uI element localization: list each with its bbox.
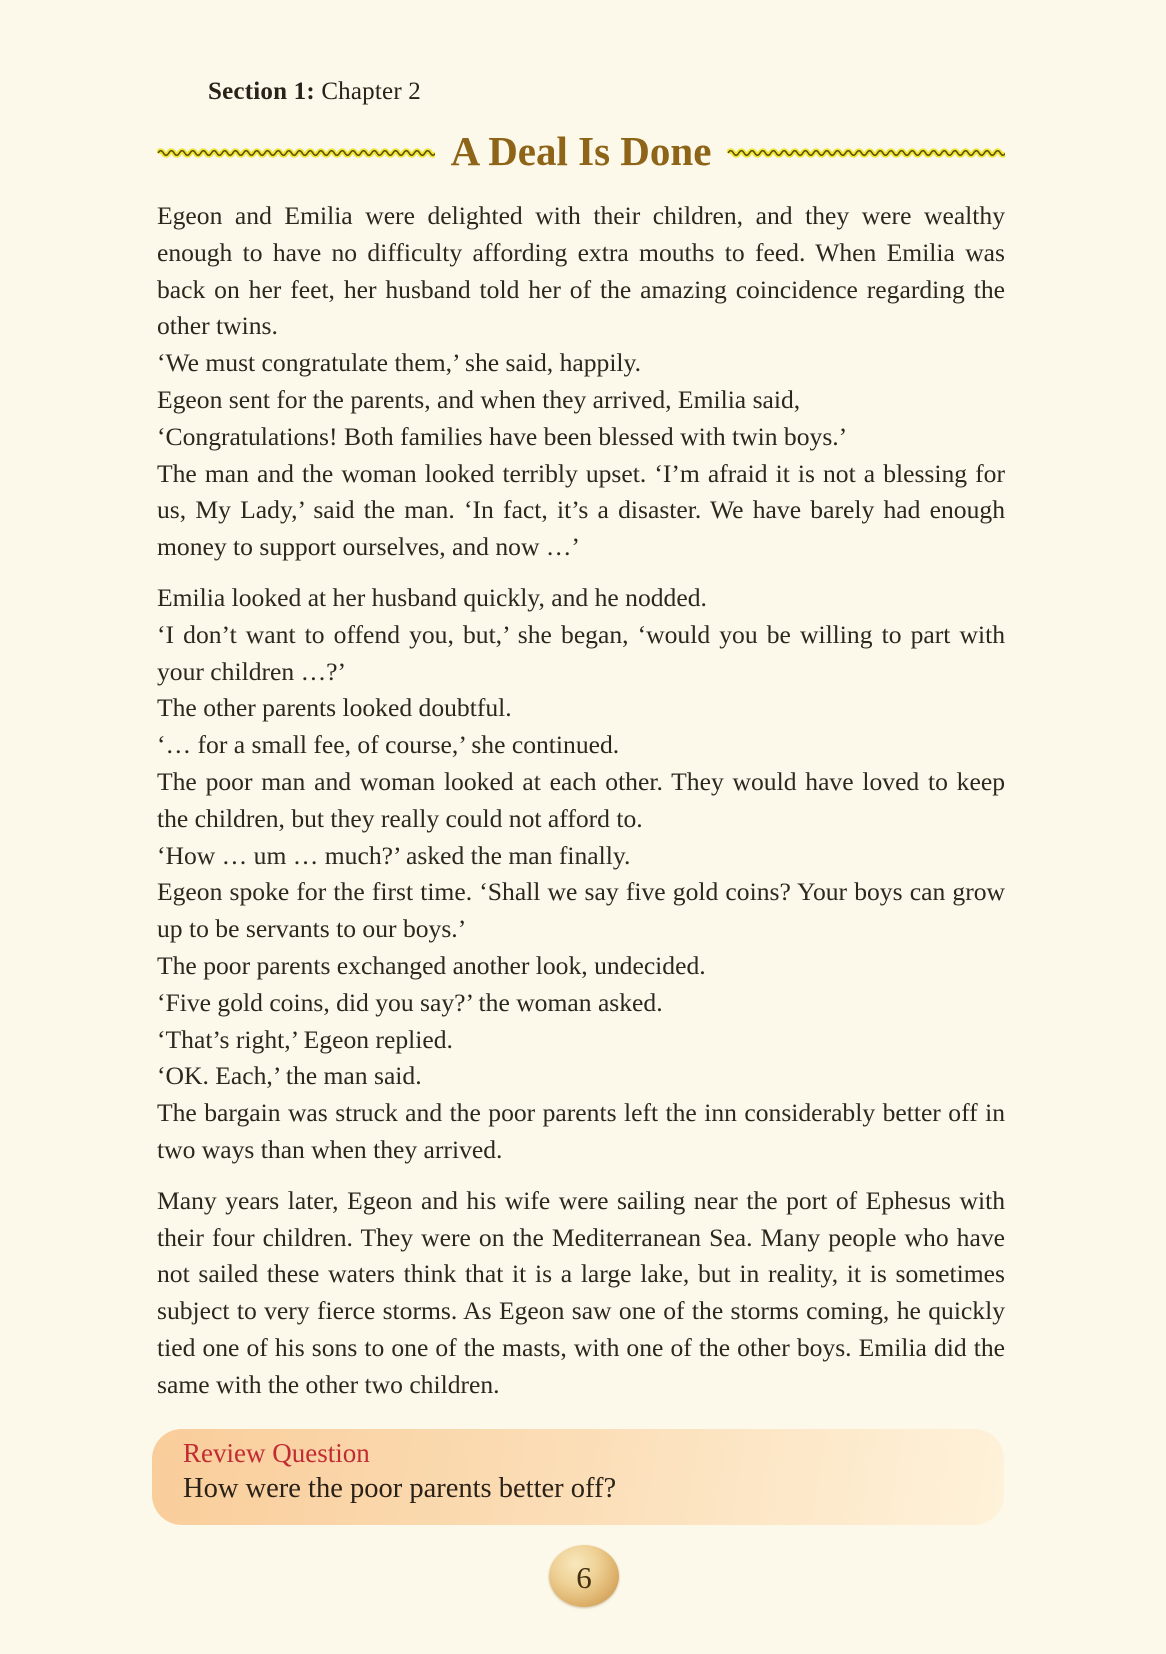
story-paragraph: The poor parents exchanged another look, undecided. (157, 950, 706, 980)
page-number-coin (549, 1545, 619, 1607)
story-paragraph: The man and the woman looked terribly upset. ‘I’m afraid it is not a blessing for us, My Lady,’ said the man. ‘In fact, it’s a disaster. We have barely had enough money to support ourselves, and now …’ (157, 458, 1005, 562)
chapter-label: Chapter 2 (321, 78, 422, 105)
section-label: Section 1: (208, 78, 315, 105)
page-content (157, 0, 1005, 1404)
story-paragraph: Egeon spoke for the first time. ‘Shall we say five gold coins? Your boys can grow up to be servants to our boys.’ (157, 877, 1005, 944)
story-paragraph: The other parents looked doubtful. (157, 693, 512, 723)
story-paragraph: ‘We must congratulate them,’ she said, happily. (157, 348, 642, 378)
review-question-heading: Review Question (183, 1438, 370, 1468)
story-paragraph: Egeon sent for the parents, and when they arrived, Emilia said, (157, 384, 801, 414)
story-paragraph: Egeon and Emilia were delighted with their children, and they were wealthy enough to have no difficulty affording extra mouths to feed. When Emilia was back on her feet, her husband told her of the amazing coincidence regarding the other twins. (157, 201, 1005, 341)
story-paragraph: ‘How … um … much?’ asked the man finally. (157, 840, 631, 870)
story-text (157, 198, 1005, 1404)
story-paragraph: ‘That’s right,’ Egeon replied. (157, 1024, 453, 1054)
chapter-title-row (157, 128, 1005, 178)
page-number: 6 (576, 1559, 592, 1595)
wavy-divider-left-icon (157, 147, 435, 159)
story-paragraph: Many years later, Egeon and his wife were sailing near the port of Ephesus with their four children. They were on the Mediterranean Sea. Many people who have not sailed these waters think that it is a large lake, but in reality, it is sometimes subject to very fierce storms. As Egeon saw one of the storms coming, he quickly tied one of his sons to one of the masts, with one of the other boys. Emilia did the same with the other two children. (157, 1185, 1005, 1399)
story-paragraph: The poor man and woman looked at each other. They would have loved to keep the children, but they really could not afford to. (157, 766, 1005, 833)
story-paragraph: ‘Five gold coins, did you say?’ the woman asked. (157, 987, 663, 1017)
story-paragraph: ‘Congratulations! Both families have been blessed with twin boys.’ (157, 421, 848, 451)
section-header (208, 78, 1005, 106)
story-paragraph: ‘OK. Each,’ the man said. (157, 1061, 422, 1091)
wavy-divider-right-icon (727, 147, 1005, 159)
story-paragraph: The bargain was struck and the poor parents left the inn considerably better off in two ways than when they arrived. (157, 1098, 1005, 1164)
review-question-box (152, 1429, 1004, 1525)
review-question-text: How were the poor parents better off? (183, 1473, 617, 1504)
chapter-title: A Deal Is Done (450, 127, 712, 174)
story-paragraph: ‘… for a small fee, of course,’ she continued. (157, 730, 620, 760)
story-paragraph: Emilia looked at her husband quickly, and he nodded. (157, 582, 707, 612)
story-paragraph: ‘I don’t want to offend you, but,’ she began, ‘would you be willing to part with your children …?’ (157, 619, 1005, 686)
